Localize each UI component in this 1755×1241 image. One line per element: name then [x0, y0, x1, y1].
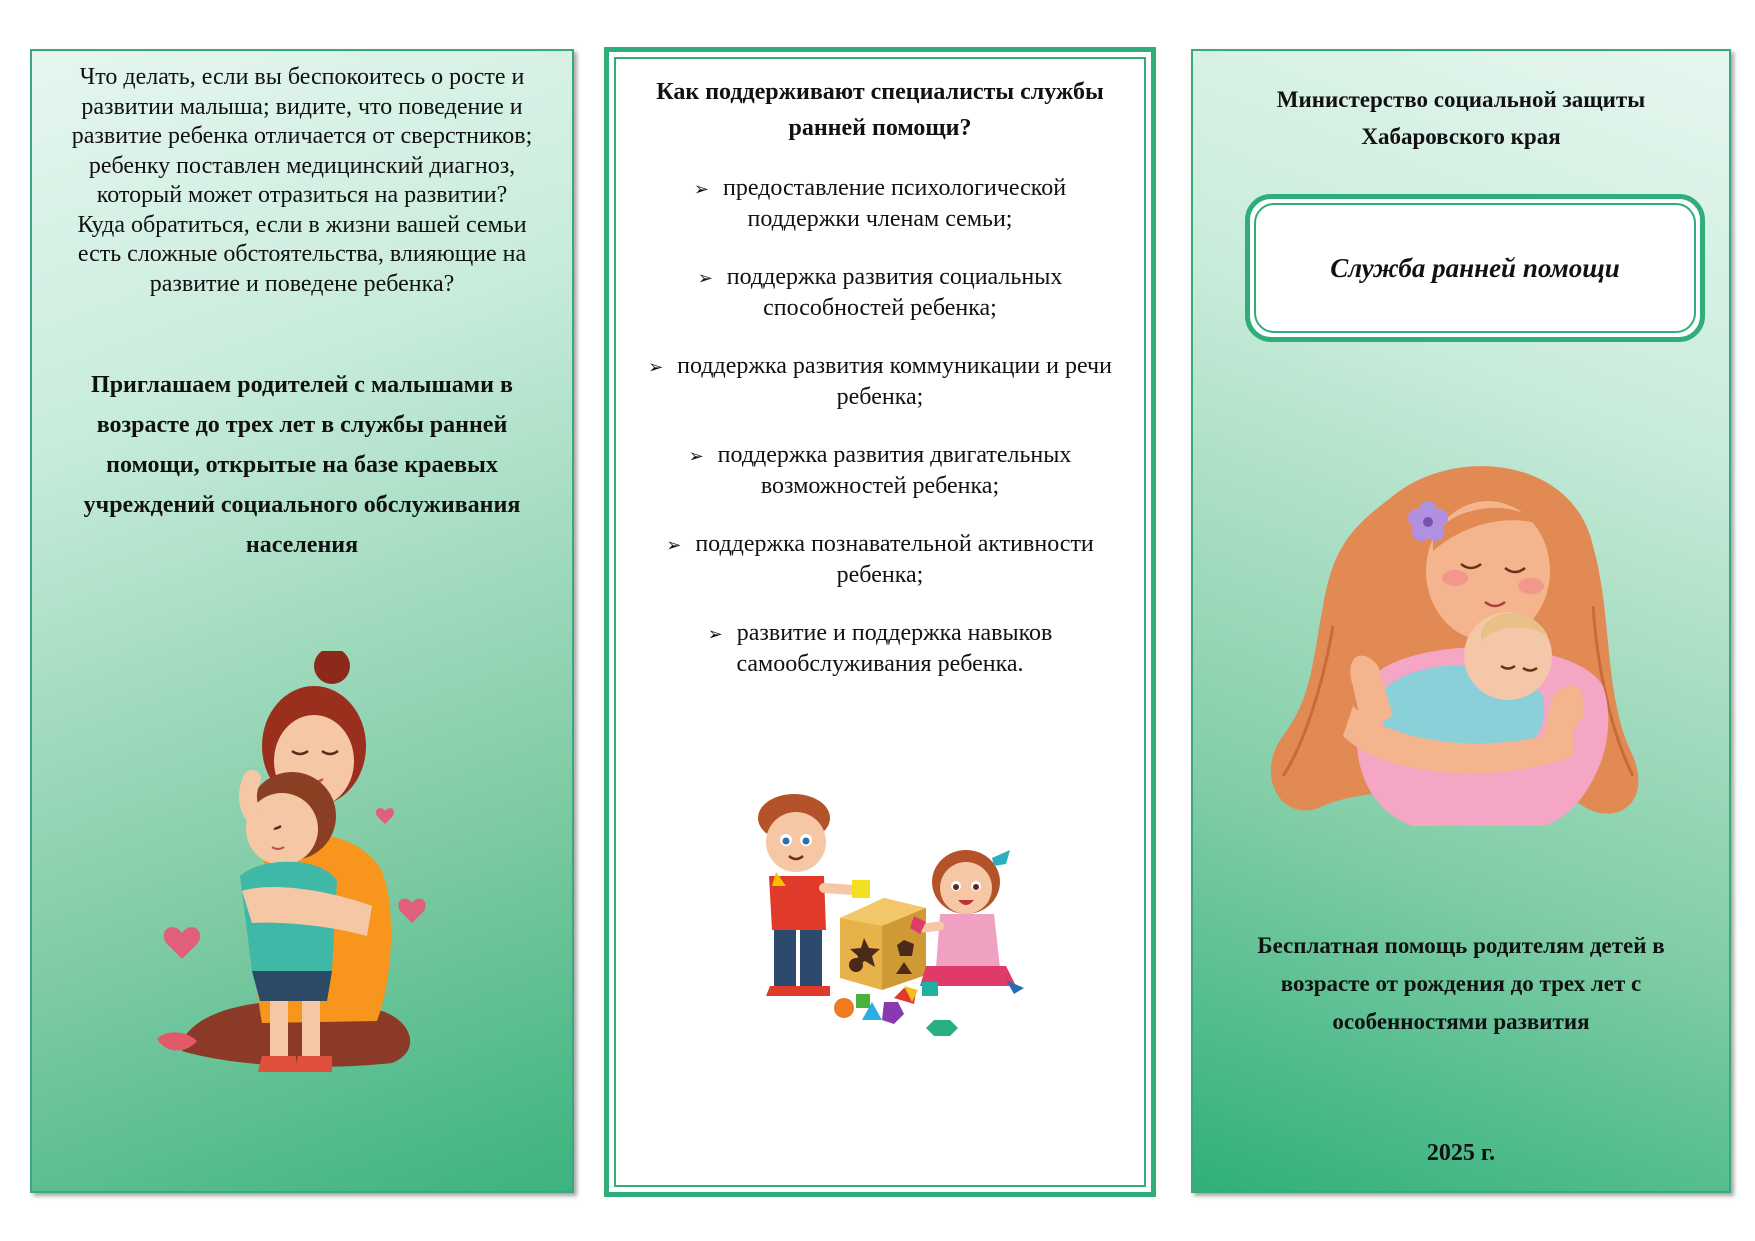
ministry-line: Хабаровского края: [1361, 124, 1561, 149]
invite-line: населения: [245, 532, 359, 558]
free-help-line: особенностями развития: [1332, 1009, 1590, 1034]
heading-line: Как поддерживают специалисты службы: [656, 79, 1104, 105]
invite-line: учреждений социального обслуживания: [83, 492, 521, 518]
list-item-text: развитие и поддержка навыков: [736, 620, 1053, 646]
ministry-name: [1213, 81, 1709, 155]
arrow-bullet-icon: ➢: [688, 446, 704, 467]
list-item-text: поддержка развития двигательных: [717, 442, 1072, 468]
invite-line: помощи, открытые на базе краевых: [106, 452, 498, 478]
free-help-line: Бесплатная помощь родителям детей в: [1257, 933, 1665, 958]
question-line: развитие и поведене ребенка?: [149, 270, 455, 297]
list-item-text: способностей ребенка;: [763, 294, 997, 321]
left-panel: [30, 49, 574, 1193]
children-playing-shape-sorter-illustration: [744, 790, 1034, 1040]
list-item: [619, 263, 1141, 323]
year-label: 2025 г.: [1426, 1140, 1496, 1166]
service-title-box: [1245, 194, 1705, 342]
arrow-bullet-icon: ➢: [648, 357, 664, 378]
question-text: [50, 63, 554, 299]
list-item-text: ребенка;: [836, 383, 924, 410]
mother-holding-baby-illustration: [1243, 456, 1663, 876]
list-item-text: предоставление психологической: [723, 175, 1067, 201]
list-item-text: поддержки членам семьи;: [747, 205, 1013, 232]
support-heading: [633, 74, 1127, 146]
invite-line: возрасте до трех лет в службы ранней: [96, 412, 508, 438]
mother-hugging-son-illustration: [142, 651, 442, 1101]
free-help-text: [1213, 927, 1709, 1041]
question-line: Куда обратиться, если в жизни вашей семьи: [77, 211, 527, 238]
arrow-bullet-icon: ➢: [697, 268, 713, 289]
arrow-bullet-icon: ➢: [666, 535, 682, 556]
question-line: развитии малыша; видите, что поведение и: [81, 93, 523, 120]
list-item: [619, 174, 1141, 234]
list-item-text: поддержка познавательной активности: [695, 531, 1094, 557]
question-line: Что делать, если вы беспокоитесь о росте и: [79, 64, 525, 90]
question-line: который может отразиться на развитии?: [96, 182, 508, 208]
free-help-line: возрасте от рождения до трех лет с: [1280, 971, 1642, 996]
list-item: [619, 441, 1141, 501]
list-item: [619, 530, 1141, 590]
list-item: [619, 352, 1141, 412]
service-title-inner-frame: [1254, 203, 1696, 333]
list-item-text: ребенка;: [836, 561, 924, 588]
list-item-text: самообслуживания ребенка.: [736, 650, 1024, 677]
arrow-bullet-icon: ➢: [693, 179, 709, 200]
list-item: [619, 619, 1141, 679]
middle-panel: [604, 47, 1156, 1197]
list-item-text: поддержка развития коммуникации и речи: [677, 353, 1112, 379]
ministry-line: Министерство социальной защиты: [1276, 87, 1646, 112]
support-list: [619, 174, 1141, 708]
service-title: Служба ранней помощи: [1330, 252, 1620, 283]
invite-line: Приглашаем родителей с малышами в: [91, 372, 513, 398]
invitation-text: [62, 365, 542, 565]
question-line: ребенку поставлен медицинский диагноз,: [88, 152, 516, 179]
list-item-text: поддержка развития социальных: [726, 264, 1063, 290]
right-panel: [1191, 49, 1731, 1193]
list-item-text: возможностей ребенка;: [760, 472, 1000, 499]
arrow-bullet-icon: ➢: [707, 624, 723, 645]
heading-line: ранней помощи?: [788, 115, 972, 141]
question-line: развитие ребенка отличается от сверстников;: [71, 123, 533, 149]
question-line: есть сложные обстоятельства, влияющие на: [77, 241, 527, 267]
